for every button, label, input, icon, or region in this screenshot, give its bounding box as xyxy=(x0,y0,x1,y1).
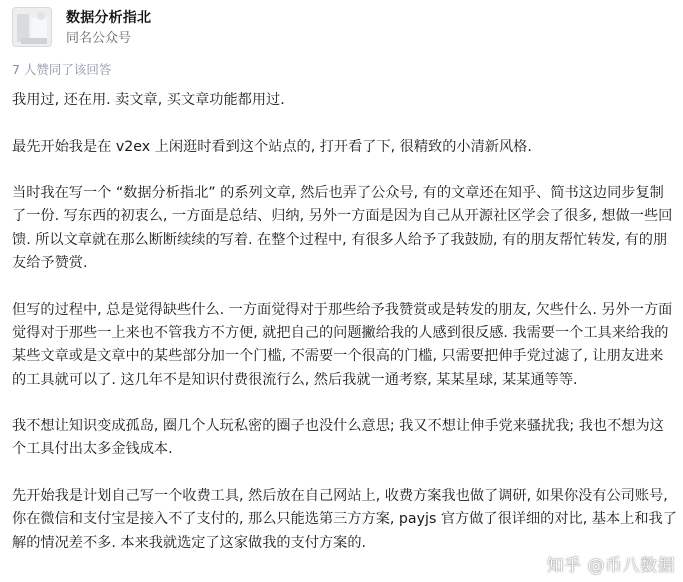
author-name[interactable]: 数据分析指北 xyxy=(66,10,152,26)
upvote-count[interactable]: 7 人赞同了该回答 xyxy=(12,62,112,77)
paragraph: 但写的过程中, 总是觉得缺些什么. 一方面觉得对于那些给予我赞赏或是转发的朋友, 欠些什么. 另外一方面觉得对于那些一上来也不管我方不方便, 就把自己的问题撇给我的人感到很反感. 我需要一个工具来给我的某些文章或是文章中的某些部分加一个门槛, 不需要一个很高的门槛, 只需要把伸手党过滤了, 让朋友进来的工具就可以了. 这几年不是知识付费很流行么, 然后我就一通考察, 某某星球, 某某通等等. xyxy=(12,301,673,388)
paragraph: 最先开始我是在 v2ex 上闲逛时看到这个站点的, 打开看了下, 很精致的小清新风格. xyxy=(12,138,532,155)
author-text xyxy=(66,9,151,48)
author-headline: 同名公众号 xyxy=(66,31,132,46)
paragraph: 我不想让知识变成孤岛, 圈几个人玩私密的圈子也没什么意思; 我又不想让伸手党来骚扰我; 我也不想为这个工具付出太多金钱成本. xyxy=(12,418,664,458)
paragraph: 当时我在写一个 “数据分析指北” 的系列文章, 然后也弄了公众号, 有的文章还在知乎、简书这边同步复制了一份. 写东西的初衷么, 一方面是总结、归纳, 另外一方面是因为自己从开源社区学会了很多, 想做一些回馈. 所以文章就在那么断断续续的写着. 在整个过程中, 有很多人给予了我鼓励, 有的朋友帮忙转发, 有的朋友给予赞赏. xyxy=(12,185,673,272)
avatar-image-icon xyxy=(13,8,52,47)
avatar[interactable] xyxy=(12,7,52,47)
paragraph: 我用过, 还在用. 卖文章, 买文章功能都用过. xyxy=(12,92,285,108)
author-info xyxy=(12,7,151,55)
paragraph: 先开始我是计划自己写一个收费工具, 然后放在自己网站上, 收费方案我也做了调研, 如果你没有公司账号, 你在微信和支付宝是接入不了支付的, 那么只能选第三方方案, payjs 官方做了很详细的对比, 基本上和我了解的情况差不多. 本来我就选定了这家做我的支付方案的. xyxy=(12,488,677,551)
watermark: 知乎 @币八数据 xyxy=(546,556,675,576)
answer-content xyxy=(12,89,677,578)
